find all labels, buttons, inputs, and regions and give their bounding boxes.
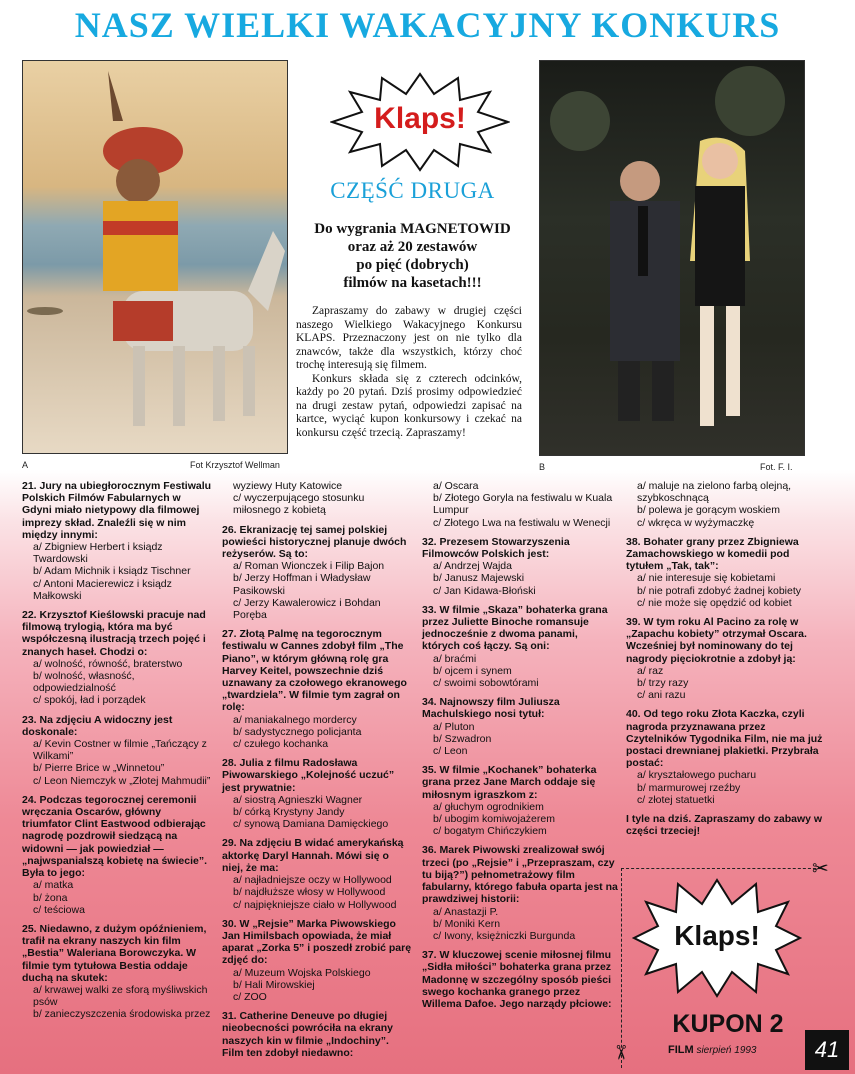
answer-option: c/ wyczerpującego stosunku miłosnego z kobietą [233, 492, 365, 517]
answer-option: a/ braćmi [433, 652, 477, 665]
intro-paragraph: Zapraszamy do zabawy w drugiej części naszego Wielkiego Wakacyjnego Konkursu KLAPS. Przeznaczony jest on nie tylko dla znawców, także dla wszystkich, którzy choć trochę interesują się filmem. [296, 305, 522, 371]
answer-option: b/ Złotego Goryla na festiwalu w Kuala Lumpur [433, 492, 613, 517]
answer-option: a/ kryształowego pucharu [637, 769, 757, 782]
quiz-question [222, 757, 412, 830]
quiz-question [22, 794, 212, 916]
klaps-label-coupon: Klaps! [674, 920, 760, 951]
answer-option: c/ czułego kochanka [233, 738, 329, 751]
intro-paragraph: Konkurs składa się z czterech odcinków, każdy po 20 pytań. Dziś prosimy odpowiedzieć na drugi zestaw pytań, odpowiedzi zapisać na kartce, wyciąć kupon konkursowy i czekać na konkursu część trzecią. Zapraszamy! [296, 372, 522, 439]
answer-option: a/ Zbigniew Herbert i ksiądz Twardowski [33, 541, 163, 566]
answer-option: a/ Pluton [433, 720, 475, 733]
question-text: I tyle na dziś. Zapraszamy do zabawy w części trzeciej! [626, 813, 823, 838]
answer-option: b/ wolność, własność, odpowiedzialność [33, 670, 135, 695]
answer-option: wyziewy Huty Katowice [233, 480, 343, 492]
page-title: NASZ WIELKI WAKACYJNY KONKURS [74, 5, 781, 45]
photo-a-credit: Fot Krzysztof Wellman [190, 460, 280, 470]
question-text: 35. W filmie „Kochanek” bohaterka grana przez Jane March oddaje się miłosnym igraszkom z: [422, 764, 597, 801]
question-text: 26. Ekranizację tej samej polskiej powieści historycznej planuje dwóch reżyserów. Są to: [222, 523, 407, 561]
quiz-question [422, 949, 618, 1010]
answer-option: c/ Leon [433, 745, 468, 758]
quiz-question [22, 609, 212, 707]
answer-option: b/ marmurowej rzeźby [637, 781, 741, 794]
klaps-label-top: Klaps! [374, 102, 466, 135]
quiz-question [626, 480, 826, 529]
question-text: 39. W tym roku Al Pacino za rolę w „Zapachu kobiety” otrzymał Oscara. Wcześniej był nominowany do tej nagrody pięciokrotnie a zdobył ją: [626, 616, 807, 665]
question-column-1 [22, 480, 212, 1028]
answer-option: c/ Leon Niemczyk w „Złotej Mahmudii” [33, 774, 211, 787]
answer-option: b/ Adam Michnik i ksiądz Tischner [33, 565, 191, 578]
answer-option: b/ polewa je gorącym woskiem [637, 504, 780, 517]
answer-option: b/ nie potrafi zdobyć żadnej kobiety [637, 584, 802, 597]
answer-option: a/ głuchym ogrodnikiem [433, 800, 544, 813]
question-column-4 [626, 480, 826, 844]
answer-option: b/ trzy razy [637, 677, 689, 690]
answer-option: c/ Jerzy Kawalerowicz i Bohdan Poręba [233, 596, 381, 622]
answer-option: b/ Szwadron [433, 732, 492, 745]
magazine-name: FILM [668, 1044, 694, 1056]
answer-option: b/ Jerzy Hoffman i Władysław Pasikowski [233, 572, 371, 597]
answer-option: c/ spokój, ład i porządek [33, 694, 146, 707]
question-text: 32. Prezesem Stowarzyszenia Filmowców Polskich jest: [422, 535, 570, 561]
answer-option: c/ Antoni Macierewicz i ksiądz Małkowski [33, 577, 172, 602]
answer-option: b/ Hali Mirowskiej [233, 978, 315, 991]
cut-line-horizontal [621, 868, 821, 869]
question-text: 29. Na zdjęciu B widać amerykańską aktorkę Daryl Hannah. Mówi się o niej, że ma: [222, 837, 404, 874]
prize-announcement [300, 220, 525, 292]
answer-option: b/ żona [33, 891, 68, 904]
quiz-question [222, 480, 412, 517]
prize-line: po pięć (dobrych) [356, 257, 469, 273]
answer-option: b/ zanieczyszczenia środowiska przez [33, 1008, 211, 1021]
quiz-question [422, 696, 618, 757]
answer-option: a/ Kevin Costner w filmie „Tańczący z Wilkami” [33, 738, 207, 763]
question-text: 21. Jury na ubiegłorocznym Festiwalu Polskich Filmów Fabularnych w Gdyni miało nietypowy dla filmowej imprezy skład. Znaleźli się w nim między innymi: [22, 480, 212, 541]
answer-option: c/ złotej statuetki [637, 793, 715, 806]
question-column-2 [222, 480, 412, 1066]
question-text: 38. Bohater grany przez Zbigniewa Zamachowskiego w komedii pod tytułem „Tak, tak”: [626, 535, 799, 573]
answer-option: a/ Andrzej Wajda [433, 560, 512, 573]
answer-option: b/ sadystycznego policjanta [233, 725, 362, 738]
quiz-question [22, 480, 212, 602]
question-text: 23. Na zdjęciu A widoczny jest doskonale: [22, 713, 173, 738]
page-number: 41 [805, 1030, 849, 1070]
question-text: 33. W filmie „Skaza” bohaterka grana przez Juliette Binoche romansuje jednocześnie z dwoma panami, których coś łączy. Są oni: [422, 603, 608, 653]
intro-text [296, 305, 522, 440]
magazine-issue: sierpień 1993 [696, 1045, 757, 1056]
quiz-question [22, 923, 212, 1021]
answer-option: b/ Moniki Kern [433, 917, 501, 930]
answer-option: b/ córką Krystyny Jandy [233, 806, 345, 819]
question-text: 27. Złotą Palmę na tegorocznym festiwalu w Cannes zdobył film „The Piano”, w którym główną rolę gra Harvey Keitel, powszechnie dziś uznawany za czołowego ekranowego „twardziela”. W filmie tym zagrał on rolę: [222, 628, 407, 714]
photo-b-letter: B [539, 462, 546, 472]
quiz-question [222, 524, 412, 622]
answer-option: c/ synową Damiana Damięckiego [233, 818, 389, 831]
question-column-3 [422, 480, 618, 1017]
question-text: 24. Podczas tegorocznej ceremonii wręczania Oscarów, główny triumfator Clint Eastwood odbierając nagrodę pozdrowił siedzącą na widowni — jak powiedział — „najwspanialszą kobietę na świecie”. Była to jego: [22, 793, 207, 880]
question-text: 31. Catherine Deneuve po długiej nieobecności powróciła na ekrany naszych kin w filmie „Indochiny”. Film ten zdobył niedawno: [222, 1010, 393, 1059]
answer-option: b/ Janusz Majewski [433, 572, 525, 585]
cut-line-vertical [621, 868, 622, 1068]
answer-option: a/ najładniejsze oczy w Hollywood [233, 874, 392, 887]
photo-a-letter: A [22, 460, 29, 470]
coupon-label: KUPON 2 [672, 1010, 784, 1038]
answer-option: b/ Pierre Brice w „Winnetou” [33, 762, 165, 775]
answer-option: c/ nie może się opędzić od kobiet [637, 596, 792, 609]
answer-option: a/ maniakalnego mordercy [233, 713, 357, 726]
answer-option: c/ najpiękniejsze ciało w Hollywood [233, 898, 397, 911]
quiz-question [626, 708, 826, 806]
question-text: 36. Marek Piwowski zrealizował swój trzeci (po „Rejsie” i „Przepraszam, czy tu biją?”) pełnometrażowy film fabularny, którego fabuła oparta jest na prawdziwej historii: [422, 844, 618, 906]
klaps-burst-coupon [632, 878, 802, 998]
quiz-question [626, 616, 826, 701]
question-text: 22. Krzysztof Kieślowski pracuje nad filmową trylogią, która ma być współczesną ilustracją trzech pojęć i znanych haseł. Chodzi o: [22, 609, 206, 658]
quiz-question [626, 536, 826, 609]
quiz-question [22, 714, 212, 787]
question-text: 28. Julia z filmu Radosława Piwowarskiego „Kolejność uczuć” jest prywatnie: [222, 757, 395, 794]
answer-option: b/ ojcem i synem [433, 664, 512, 677]
answer-option: a/ raz [637, 664, 664, 677]
photo-a-illustration [23, 61, 287, 453]
answer-option: c/ Złotego Lwa na festiwalu w Wenecji [433, 516, 611, 529]
answer-option: b/ ubogim komiwojażerem [433, 813, 555, 826]
photo-b-couple [539, 60, 805, 456]
quiz-question [626, 813, 826, 837]
answer-option: c/ Iwony, księżniczki Burgunda [433, 929, 576, 942]
klaps-burst-top [330, 72, 510, 172]
quiz-question [422, 604, 618, 689]
answer-option: a/ Oscara [433, 480, 479, 492]
answer-option: a/ maluje na zielono farbą olejną, szybkoschnącą [637, 480, 792, 505]
quiz-question [222, 837, 412, 910]
answer-option: c/ ZOO [233, 990, 267, 1003]
prize-line: filmów na kasetach!!! [343, 275, 482, 291]
answer-option: c/ bogatym Chińczykiem [433, 825, 547, 838]
answer-option: c/ swoimi sobowtórami [433, 677, 539, 690]
answer-option: a/ siostrą Agnieszki Wagner [233, 793, 363, 806]
photo-a-man-on-donkey [22, 60, 288, 454]
section-title: CZĘŚĆ DRUGA [330, 178, 495, 203]
answer-option: a/ wolność, równość, braterstwo [33, 657, 183, 670]
answer-option: a/ nie interesuje się kobietami [637, 572, 776, 585]
answer-option: c/ teściowa [33, 903, 85, 916]
answer-option: c/ ani razu [637, 689, 686, 702]
prize-line: Do wygrania MAGNETOWID [314, 221, 511, 237]
question-text: 30. W „Rejsie” Marka Piwowskiego Jan Himilsbach opowiada, że miał aparat „Zorka 5” i poszedł zrobić parę zdjęć do: [222, 917, 412, 967]
question-text: 34. Najnowszy film Juliusza Machulskiego nosi tytuł: [422, 696, 560, 721]
scissors-icon: ✂ [812, 858, 829, 880]
quiz-question [422, 536, 618, 597]
question-text: 37. W kluczowej scenie miłosnej filmu „Sidła miłości” bohaterka grana przez Madonnę w szczególny sposób pieści swego kochanka granego przez Willema Dafoe. Jego narządy płciowe: [422, 949, 612, 1010]
answer-option: a/ Roman Wionczek i Filip Bajon [233, 560, 385, 573]
quiz-question [422, 480, 618, 529]
answer-option: c/ wkręca w wyżymaczkę [637, 516, 755, 529]
photo-b-illustration [540, 61, 804, 455]
quiz-question [222, 1010, 412, 1059]
answer-option: a/ Muzeum Wojska Polskiego [233, 966, 371, 979]
answer-option: b/ najdłuższe włosy w Hollywood [233, 886, 386, 899]
answer-option: c/ Jan Kidawa-Błoński [433, 584, 536, 597]
prize-line: oraz aż 20 zestawów [347, 239, 478, 255]
quiz-question [222, 628, 412, 750]
magazine-footer [668, 1044, 757, 1056]
answer-option: a/ Anastazji P. [433, 905, 499, 918]
answer-option: a/ krwawej walki ze sforą myśliwskich psów [33, 983, 208, 1009]
answer-option: a/ matka [33, 879, 74, 892]
quiz-question [222, 918, 412, 1003]
question-text: 25. Niedawno, z dużym opóźnieniem, trafił na ekrany naszych kin film „Bestia” Waleriana Borowczyka. W filmie tym tytułowa Bestia oddaje duchą na skutek: [22, 922, 207, 984]
photo-b-credit: Fot. F. I. [760, 462, 793, 472]
quiz-question [422, 844, 618, 942]
question-text: 40. Od tego roku Złota Kaczka, czyli nagroda przyznawana przez Czytelników Tygodnika Film, nie ma już postaci drewnianej plakietki. Przybrała postać: [626, 708, 823, 770]
scissors-icon: ✂ [608, 1044, 631, 1061]
quiz-question [422, 764, 618, 837]
